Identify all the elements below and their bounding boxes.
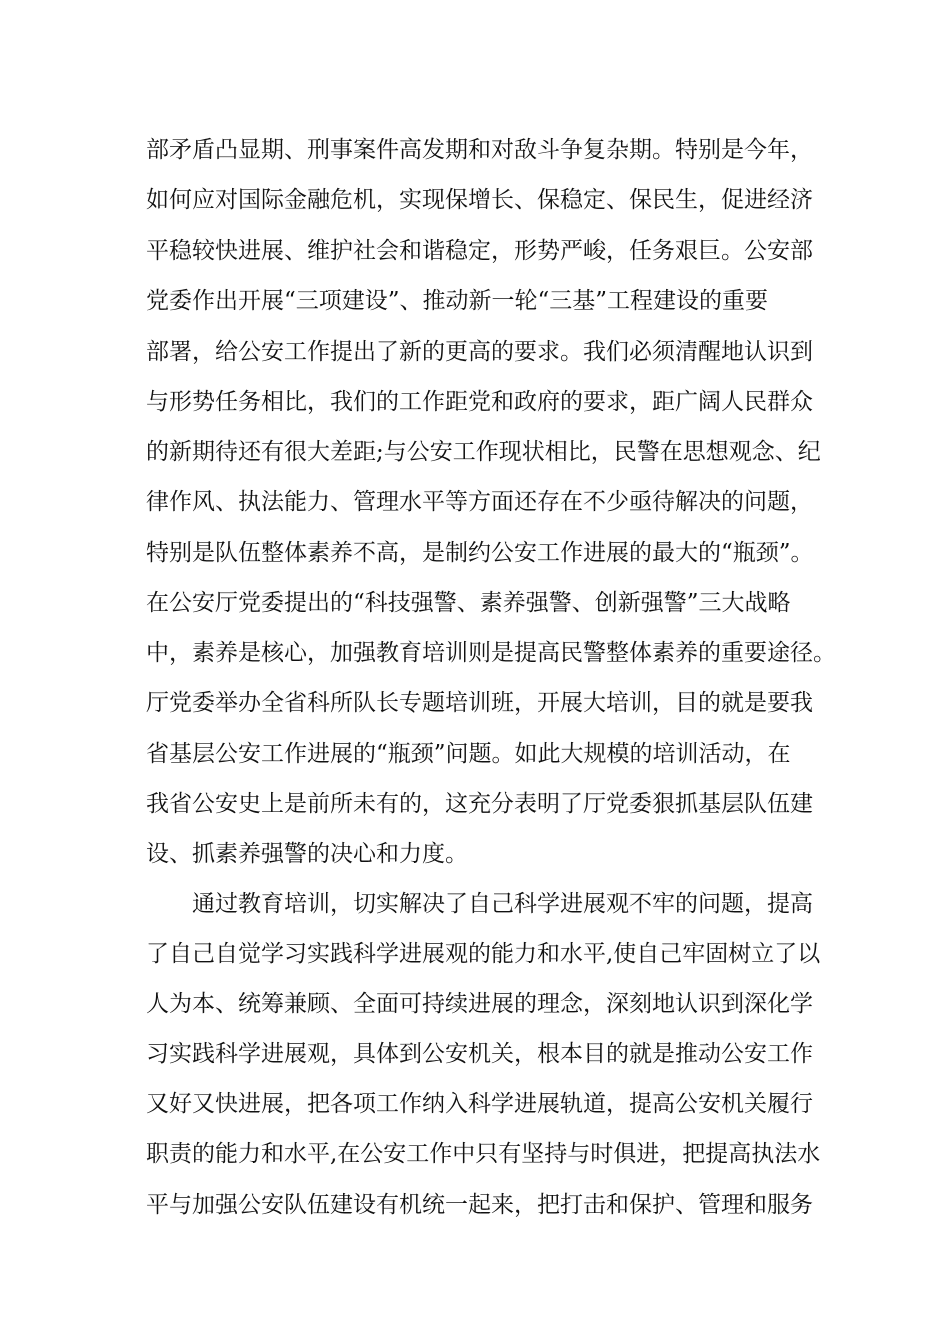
text-line: 部署，给公安工作提出了新的更高的要求。我们必须清醒地认识到 [146,339,813,365]
text-line: 省基层公安工作进展的“瓶颈”问题。如此大规模的培训活动，在 [146,741,791,767]
text-line: 特别是队伍整体素养不高，是制约公安工作进展的最大的“瓶颈”。 [146,540,814,566]
text-line: 中，素养是核心，加强教育培训则是提高民警整体素养的重要途径。 [146,640,836,666]
text-line: 人为本、统筹兼顾、全面可持续进展的理念，深刻地认识到深化学 [146,991,813,1017]
text-line: 了自己自觉学习实践科学进展观的能力和水平,使自己牢固树立了以 [146,941,821,967]
text-line: 与形势任务相比，我们的工作距党和政府的要求，距广阔人民群众 [146,389,813,415]
text-line: 在公安厅党委提出的“科技强警、素养强警、创新强警”三大战略 [146,590,791,616]
paragraph-first-line: 通过教育培训，切实解决了自己科学进展观不牢的问题，提高 [192,891,813,917]
text-line: 厅党委举办全省科所队长专题培训班，开展大培训，目的就是要我 [146,690,813,716]
text-line: 平稳较快进展、维护社会和谐稳定，形势严峻，任务艰巨。公安部 [146,238,813,264]
text-line: 如何应对国际金融危机，实现保增长、保稳定、保民生，促进经济 [146,187,813,213]
text-line: 习实践科学进展观，具体到公安机关，根本目的就是推动公安工作 [146,1041,813,1067]
text-line: 我省公安史上是前所未有的，这充分表明了厅党委狠抓基层队伍建 [146,791,813,817]
text-line: 的新期待还有很大差距;与公安工作现状相比，民警在思想观念、纪 [146,439,821,465]
text-line: 设、抓素养强警的决心和力度。 [146,841,468,867]
text-line: 职责的能力和水平,在公安工作中只有坚持与时俱进，把提高执法水 [146,1141,821,1167]
text-line: 平与加强公安队伍建设有机统一起来，把打击和保护、管理和服务 [146,1192,813,1218]
text-line: 党委作出开展“三项建设”、推动新一轮“三基”工程建设的重要 [146,288,769,314]
text-line: 又好又快进展，把各项工作纳入科学进展轨道，提高公安机关履行 [146,1091,813,1117]
text-line: 部矛盾凸显期、刑事案件高发期和对敌斗争复杂期。特别是今年， [146,137,813,163]
text-line: 律作风、执法能力、管理水平等方面还存在不少亟待解决的问题， [146,489,813,515]
